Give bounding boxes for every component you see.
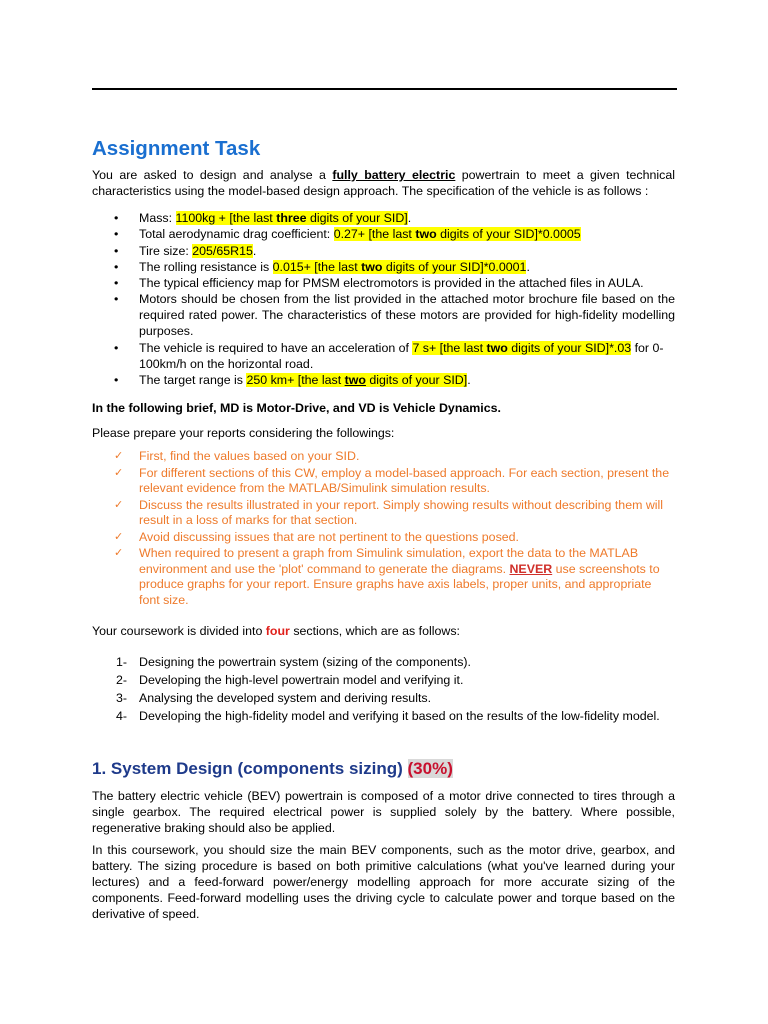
bullet-icon: • xyxy=(114,276,119,291)
check-icon: ✓ xyxy=(114,466,124,479)
spec-tire: • Tire size: 205/65R15. xyxy=(114,243,257,258)
section-item: 2- Developing the high-level powertrain model and verifying it. xyxy=(116,673,464,687)
checklist-item: ✓ For different sections of this CW, employ a model-based approach. For each section, present the relevant evidence from the MATLAB/Simulink simulation results. xyxy=(114,465,670,495)
md-vd-note: In the following brief, MD is Motor-Drive, and VD is Vehicle Dynamics. xyxy=(92,401,501,415)
spec-rolling-resistance: • The rolling resistance is 0.015+ [the last two digits of your SID]*0.0001. xyxy=(114,259,530,274)
sections-intro: Your coursework is divided into four sections, which are as follows: xyxy=(92,624,460,638)
checklist-item: ✓ Discuss the results illustrated in your report. Simply showing results without describing them will result in a loss of marks for that section. xyxy=(114,497,664,527)
intro-emphasis: fully battery electric xyxy=(332,168,456,182)
check-icon: ✓ xyxy=(114,530,124,543)
checklist-item: ✓ Avoid discussing issues that are not pertinent to the questions posed. xyxy=(114,529,519,544)
top-divider xyxy=(92,88,677,90)
bullet-icon: • xyxy=(114,340,119,355)
check-icon: ✓ xyxy=(114,547,124,559)
checklist-item: ✓ When required to present a graph from Simulink simulation, export the data to the MATLAB environment and use the 'plot' command to generate the diagrams. NEVER use screenshots to produce graphs for your report. Ensure graphs have axis labels, proper units, and appropriate font size. xyxy=(114,546,660,607)
section1-percent: (30%) xyxy=(407,759,453,778)
prepare-text: Please prepare your reports considering the followings: xyxy=(92,426,395,440)
spec-efficiency: • The typical efficiency map for PMSM electromotors is provided in the attached files in AULA. xyxy=(114,276,644,291)
checklist-item: ✓ First, find the values based on your SID. xyxy=(114,449,360,463)
intro-text-rest: powertrain to meet a given technical characteristics using the model-based design approach. The specification of the vehicle is as follows : xyxy=(92,168,675,198)
spec-mass: • Mass: 1100kg + [the last three digits of your SID]. xyxy=(114,211,412,225)
bullet-icon: • xyxy=(114,243,119,258)
bullet-icon: • xyxy=(114,211,119,225)
spec-list xyxy=(92,210,675,388)
report-checklist xyxy=(92,449,675,609)
spec-range: • The target range is 250 km+ [the last two digits of your SID]. xyxy=(114,373,471,388)
bullet-icon: • xyxy=(114,227,119,242)
sections-list xyxy=(92,654,675,726)
bullet-icon: • xyxy=(114,292,119,307)
section1-heading: 1. System Design (components sizing) (30%) xyxy=(92,759,453,778)
spec-motors: • Motors should be chosen from the list provided in the attached motor brochure file based on the required rated power. The characteristics of these motors are provided for high-fidelity modelling purposes. xyxy=(114,292,675,339)
page-title: Assignment Task xyxy=(92,137,261,160)
bullet-icon: • xyxy=(114,373,119,388)
check-icon: ✓ xyxy=(114,450,124,462)
never-emphasis: NEVER xyxy=(509,561,553,576)
intro-text: You are asked to design and analyse a xyxy=(92,168,333,182)
four-emphasis: four xyxy=(265,624,290,638)
spec-acceleration: • The vehicle is required to have an acceleration of 7 s+ [the last two digits of your SID]*.03 for 0-100km/h on the horizontal road. xyxy=(114,340,664,371)
section-item: 1- Designing the powertrain system (sizing of the components). xyxy=(116,655,471,669)
check-icon: ✓ xyxy=(114,498,124,511)
spec-drag: • Total aerodynamic drag coefficient: 0.27+ [the last two digits of your SID]*0.0005 xyxy=(114,227,581,242)
section-item: 3- Analysing the developed system and deriving results. xyxy=(116,691,432,705)
intro-paragraph xyxy=(92,167,675,199)
section1-paragraph-2: In this coursework, you should size the main BEV components, such as the motor drive, gearbox, and battery. The sizing procedure is based on both primitive calculations (what you've learned during your lectures) and a feed-forward power/energy modelling approach for more accurate sizing of the components. Feed-forward modelling uses the driving cycle to calculate power and torque based on the derivative of speed. xyxy=(92,843,675,921)
bullet-icon: • xyxy=(114,259,119,274)
section-item: 4- Developing the high-fidelity model and verifying it based on the results of the low-fidelity model. xyxy=(116,709,660,723)
section1-paragraph-1: The battery electric vehicle (BEV) powertrain is composed of a motor drive connected to tires through a single gearbox. The required electrical power is supplied solely by the battery. Where possible, regenerative braking should also be applied. xyxy=(92,789,675,835)
